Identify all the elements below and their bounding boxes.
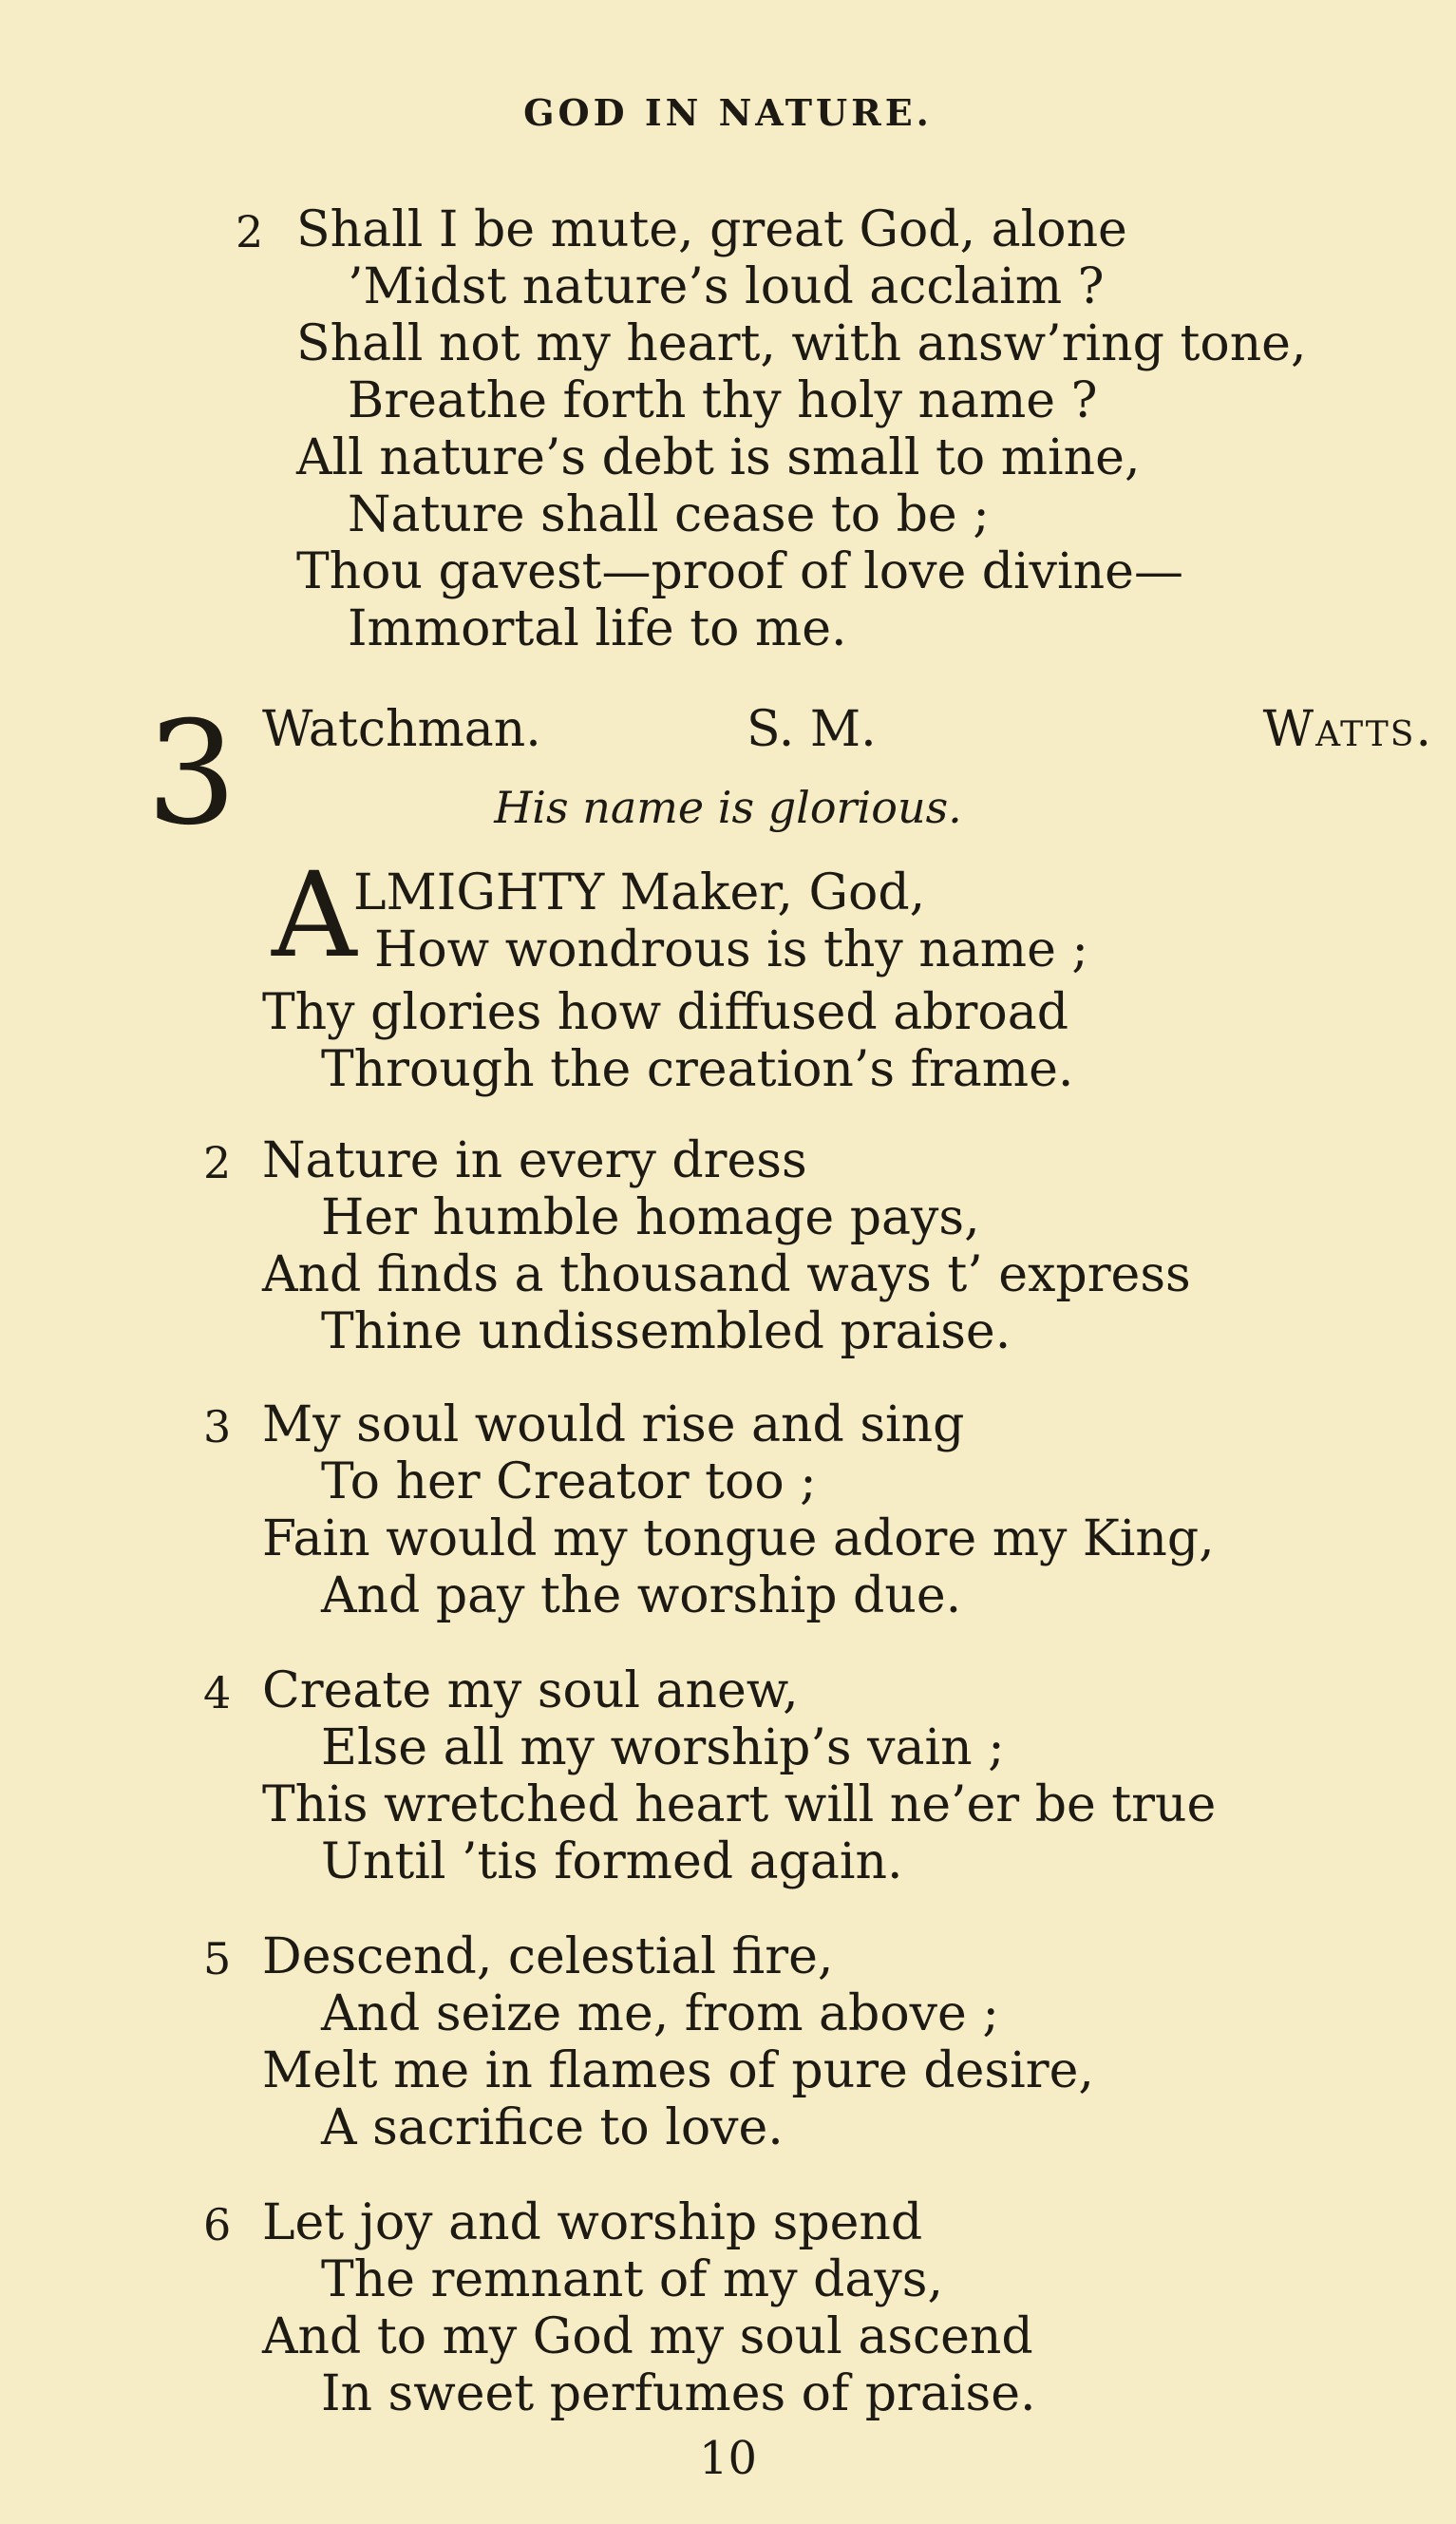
stanza-line: Descend, celestial fire, [262,1928,834,1985]
stanza-line: Shall not my heart, with answ’ring tone, [296,315,1307,372]
page-number: 10 [698,2432,758,2485]
stanza-line: A sacrifice to love. [321,2099,784,2156]
stanza-number: 6 [203,2199,232,2250]
author: Watts. [1262,701,1433,758]
stanza-number: 3 [203,1401,232,1452]
stanza-line: Until ’tis formed again. [321,1833,903,1890]
stanza-line: Immortal life to me. [348,600,847,657]
stanza-line: Breathe forth thy holy name ? [348,372,1098,429]
stanza-line: Her humble homage pays, [321,1189,980,1246]
tune-name: Watchman. [262,701,541,758]
stanza-line: Nature shall cease to be ; [348,486,990,543]
stanza-number: 5 [203,1933,232,1984]
stanza-number: 2 [236,206,264,257]
stanza-line: Create my soul anew, [262,1662,799,1719]
stanza-line: To her Creator too ; [321,1453,817,1510]
stanza-line: ’Midst nature’s loud acclaim ? [348,258,1105,315]
stanza-line: LMIGHTY Maker, God, [353,864,926,921]
stanza-line: In sweet perfumes of praise. [321,2365,1036,2422]
drop-cap: A [272,847,357,984]
stanza-line: Thou gavest—proof of love divine— [296,543,1183,600]
stanza-line: Shall I be mute, great God, alone [296,201,1127,258]
stanza-line: And seize me, from above ; [321,1985,999,2042]
stanza-line: Else all my worship’s vain ; [321,1719,1005,1776]
stanza-line: The remnant of my days, [321,2251,944,2308]
stanza-line: My soul would rise and sing [262,1396,965,1453]
stanza-line: Thine undissembled praise. [321,1303,1012,1360]
meter: S. M. [747,701,877,758]
stanza-line: Melt me in flames of pure desire, [262,2042,1094,2099]
stanza-line: All nature’s debt is small to mine, [296,429,1141,486]
stanza-line: Through the creation’s frame. [321,1041,1074,1098]
stanza-line: And finds a thousand ways t’ express [262,1246,1191,1303]
stanza-number: 2 [203,1137,232,1188]
stanza-line: And to my God my soul ascend [262,2308,1033,2365]
stanza-line: Fain would my tongue adore my King, [262,1510,1215,1567]
hymn-subtitle: His name is glorious. [494,782,962,833]
stanza-line: Let joy and worship spend [262,2194,923,2251]
stanza-line: This wretched heart will ne’er be true [262,1776,1217,1833]
stanza-number: 4 [203,1667,232,1718]
stanza-line: How wondrous is thy name ; [374,921,1088,978]
stanza-line: And pay the worship due. [321,1567,962,1624]
stanza-line: Thy glories how diffused abroad [262,984,1068,1041]
hymn-number: 3 [146,692,237,857]
running-title: GOD IN NATURE. [523,91,933,134]
stanza-line: Nature in every dress [262,1132,807,1189]
